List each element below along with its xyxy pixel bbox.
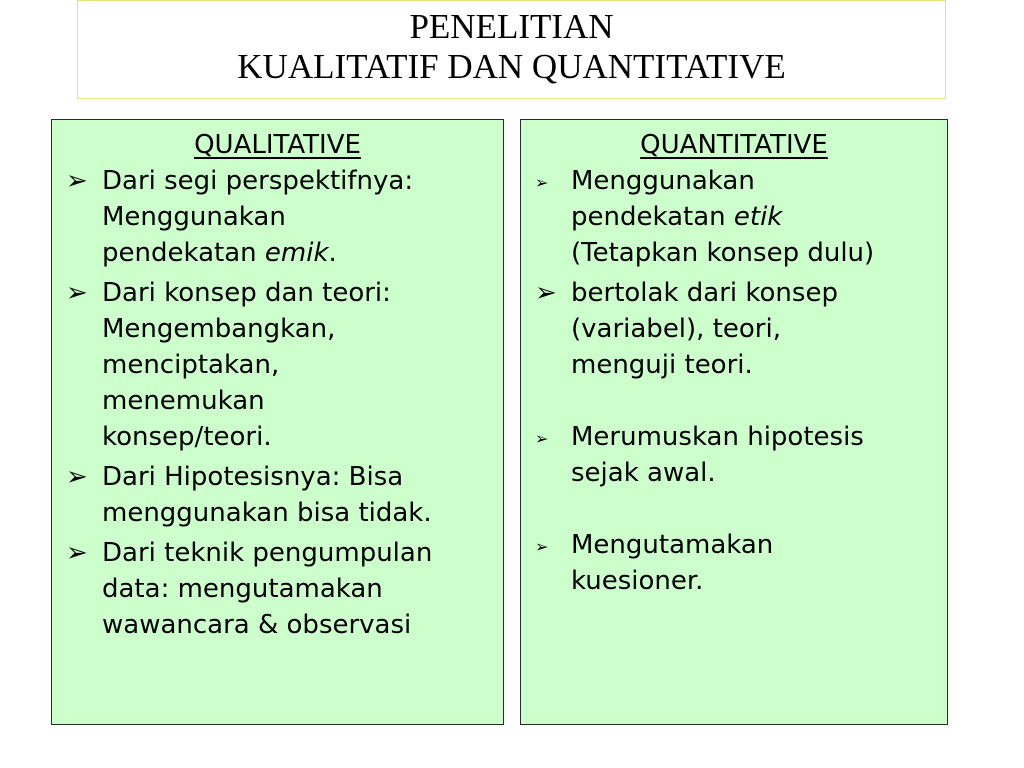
item-text: Menggunakan [571,166,755,196]
arrow-bullet-icon: ➢ [535,429,549,448]
item-text: Dari Hipotesisnya: Bisa [102,462,404,492]
item-text: menemukan [102,386,265,416]
item-text: Mengembangkan, [102,314,336,344]
item-text: menciptakan, [102,350,280,380]
item-text: wawancara & observasi [102,610,412,640]
arrow-bullet-icon: ➢ [535,537,549,556]
arrow-bullet-icon: ➢ [535,173,549,192]
arrow-bullet-icon: ➢ [66,538,88,568]
item-text-part: . [328,238,337,268]
item-text: bertolak dari konsep [571,278,838,308]
quantitative-heading: QUANTITATIVE [640,130,828,160]
item-text: Dari konsep dan teori: [102,278,391,308]
qualitative-column [51,119,504,725]
item-text: (Tetapkan konsep dulu) [571,238,875,268]
item-text: kuesioner. [571,566,704,596]
item-emphasis: etik [733,202,783,232]
arrow-bullet-icon: ➢ [66,462,88,492]
item-text: Mengutamakan [571,530,774,560]
item-text [571,199,939,235]
item-text: Menggunakan [102,202,286,232]
slide-title [77,0,946,99]
quantitative-list [521,163,947,599]
list-item [52,275,503,455]
item-text-part: pendekatan [571,202,734,232]
list-item [52,535,503,643]
list-item [52,459,503,531]
item-text: data: mengutamakan [102,574,383,604]
list-item [521,275,947,383]
arrow-bullet-icon: ➢ [66,278,88,308]
item-text: Dari teknik pengumpulan [102,538,433,568]
list-item [521,527,947,599]
quantitative-column [520,119,948,725]
arrow-bullet-icon: ➢ [535,278,557,308]
item-text: Dari segi perspektifnya: [102,166,414,196]
list-item [521,163,947,271]
item-text [102,235,495,271]
qualitative-list [52,163,503,643]
list-item [521,419,947,491]
title-line-2: KUALITATIF DAN QUANTITATIVE [237,47,786,86]
item-emphasis: emik [264,238,329,268]
item-text: konsep/teori. [102,422,272,452]
item-text: menggunakan bisa tidak. [102,498,432,528]
item-text: sejak awal. [571,458,716,488]
title-line-1: PENELITIAN [409,7,614,46]
list-item [52,163,503,271]
item-text: (variabel), teori, [571,314,781,344]
item-text-part: pendekatan [102,238,265,268]
arrow-bullet-icon: ➢ [66,166,88,196]
item-text: Merumuskan hipotesis [571,422,864,452]
qualitative-heading: QUALITATIVE [194,130,361,160]
item-text: menguji teori. [571,350,753,380]
